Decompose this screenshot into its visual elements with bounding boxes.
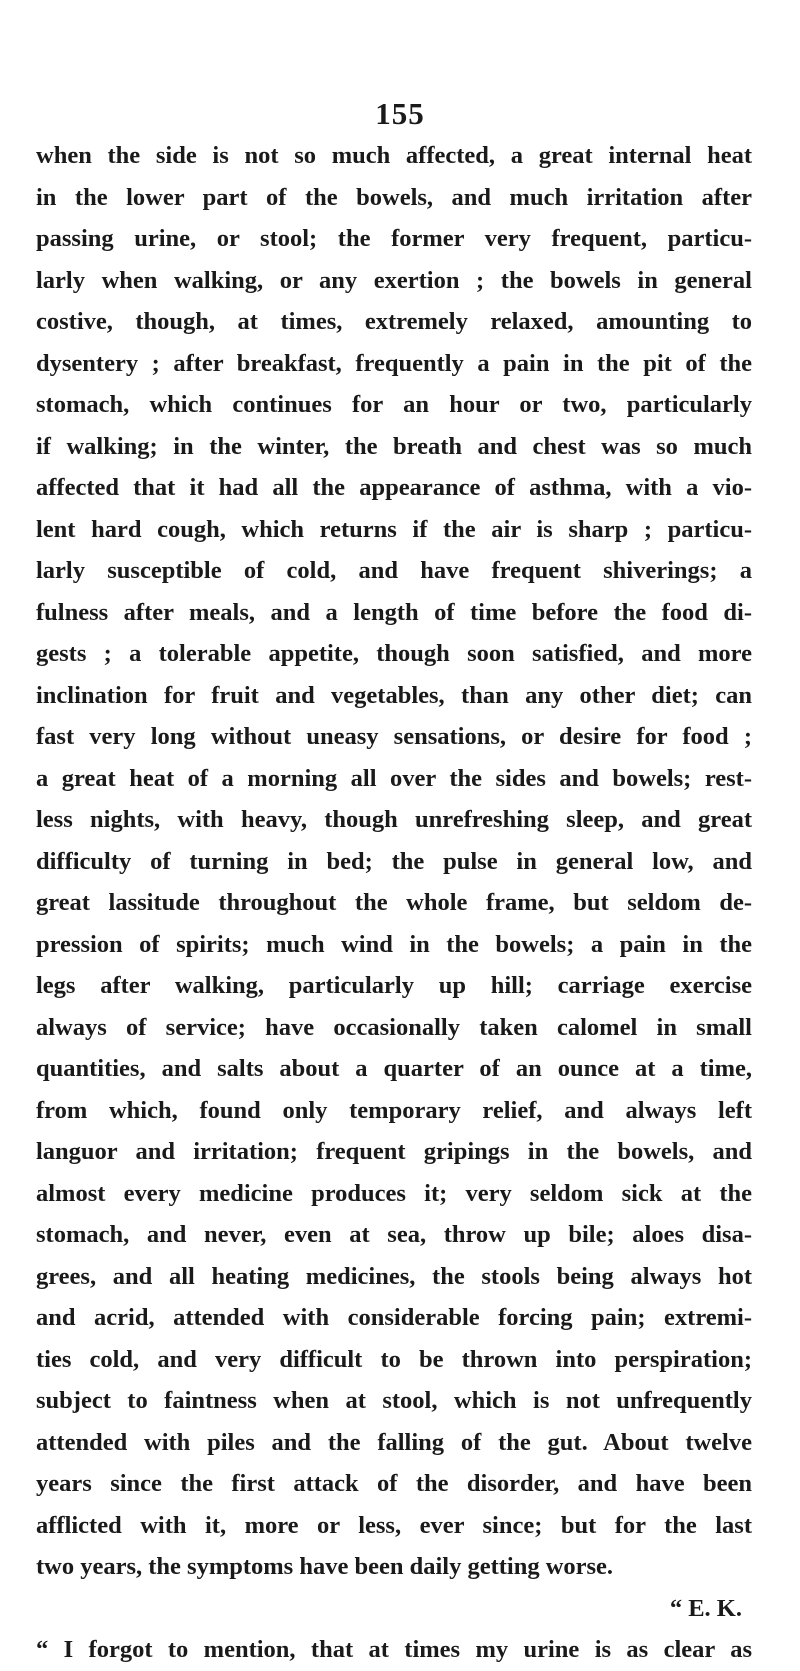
text-line: affected that it had all the appearance of asthma, with a vio- bbox=[36, 474, 752, 501]
text-line: when the side is not so much affected, a great internal heat bbox=[36, 142, 752, 169]
text-line: legs after walking, particularly up hill; carriage exercise bbox=[36, 972, 752, 999]
text-line: languor and irritation; frequent gripings in the bowels, and bbox=[36, 1138, 752, 1165]
text-line: subject to faintness when at stool, which is not unfrequently bbox=[36, 1387, 752, 1414]
text-line: in the lower part of the bowels, and much irritation after bbox=[36, 183, 752, 211]
text-line: less nights, with heavy, though unrefreshing sleep, and great bbox=[36, 806, 752, 833]
text-line: a great heat of a morning all over the sides and bowels; rest- bbox=[36, 764, 752, 792]
text-line: inclination for fruit and vegetables, than any other diet; can bbox=[36, 681, 752, 709]
text-line: from which, found only temporary relief, and always left bbox=[36, 1096, 752, 1124]
text-line: ties cold, and very difficult to be thrown into perspiration; bbox=[36, 1345, 752, 1373]
text-line: years since the first attack of the disorder, and have been bbox=[36, 1470, 752, 1497]
text-line: and acrid, attended with considerable forcing pain; extremi- bbox=[36, 1304, 752, 1331]
text-line: passing urine, or stool; the former very frequent, particu- bbox=[36, 225, 752, 252]
text-line: larly when walking, or any exertion ; the bowels in general bbox=[36, 266, 752, 294]
text-line: almost every medicine produces it; very seldom sick at the bbox=[36, 1179, 752, 1207]
text-line: attended with piles and the falling of the gut. About twelve bbox=[36, 1428, 752, 1456]
text-line: if walking; in the winter, the breath and chest was so much bbox=[36, 432, 752, 460]
text-line: fast very long without uneasy sensations, or desire for food ; bbox=[36, 723, 752, 750]
postscript-line: “ I forgot to mention, that at times my urine is as clear as bbox=[36, 1636, 752, 1663]
text-line: gests ; a tolerable appetite, though soon satisfied, and more bbox=[36, 640, 752, 667]
text-line: quantities, and salts about a quarter of an ounce at a time, bbox=[36, 1055, 752, 1082]
text-line: lent hard cough, which returns if the air is sharp ; particu- bbox=[36, 515, 752, 543]
text-line: stomach, and never, even at sea, throw up bile; aloes disa- bbox=[36, 1221, 752, 1248]
text-line: grees, and all heating medicines, the stools being always hot bbox=[36, 1262, 752, 1290]
page-number: 155 bbox=[375, 96, 425, 131]
text-line: difficulty of turning in bed; the pulse in general low, and bbox=[36, 847, 752, 875]
text-line: costive, though, at times, extremely relaxed, amounting to bbox=[36, 308, 752, 335]
text-line: fulness after meals, and a length of time before the food di- bbox=[36, 598, 752, 626]
signature: “ E. K. bbox=[669, 1594, 742, 1622]
text-line: great lassitude throughout the whole frame, but seldom de- bbox=[36, 889, 752, 916]
text-line: two years, the symptoms have been daily getting worse. bbox=[36, 1553, 614, 1580]
text-line: always of service; have occasionally taken calomel in small bbox=[36, 1013, 752, 1041]
text-line: pression of spirits; much wind in the bowels; a pain in the bbox=[36, 930, 752, 958]
text-line: dysentery ; after breakfast, frequently a pain in the pit of the bbox=[36, 349, 752, 377]
text-line: afflicted with it, more or less, ever since; but for the last bbox=[36, 1511, 752, 1539]
body-text bbox=[36, 135, 752, 1671]
text-line: stomach, which continues for an hour or two, particularly bbox=[36, 391, 752, 418]
text-line: larly susceptible of cold, and have frequent shiverings; a bbox=[36, 557, 752, 584]
